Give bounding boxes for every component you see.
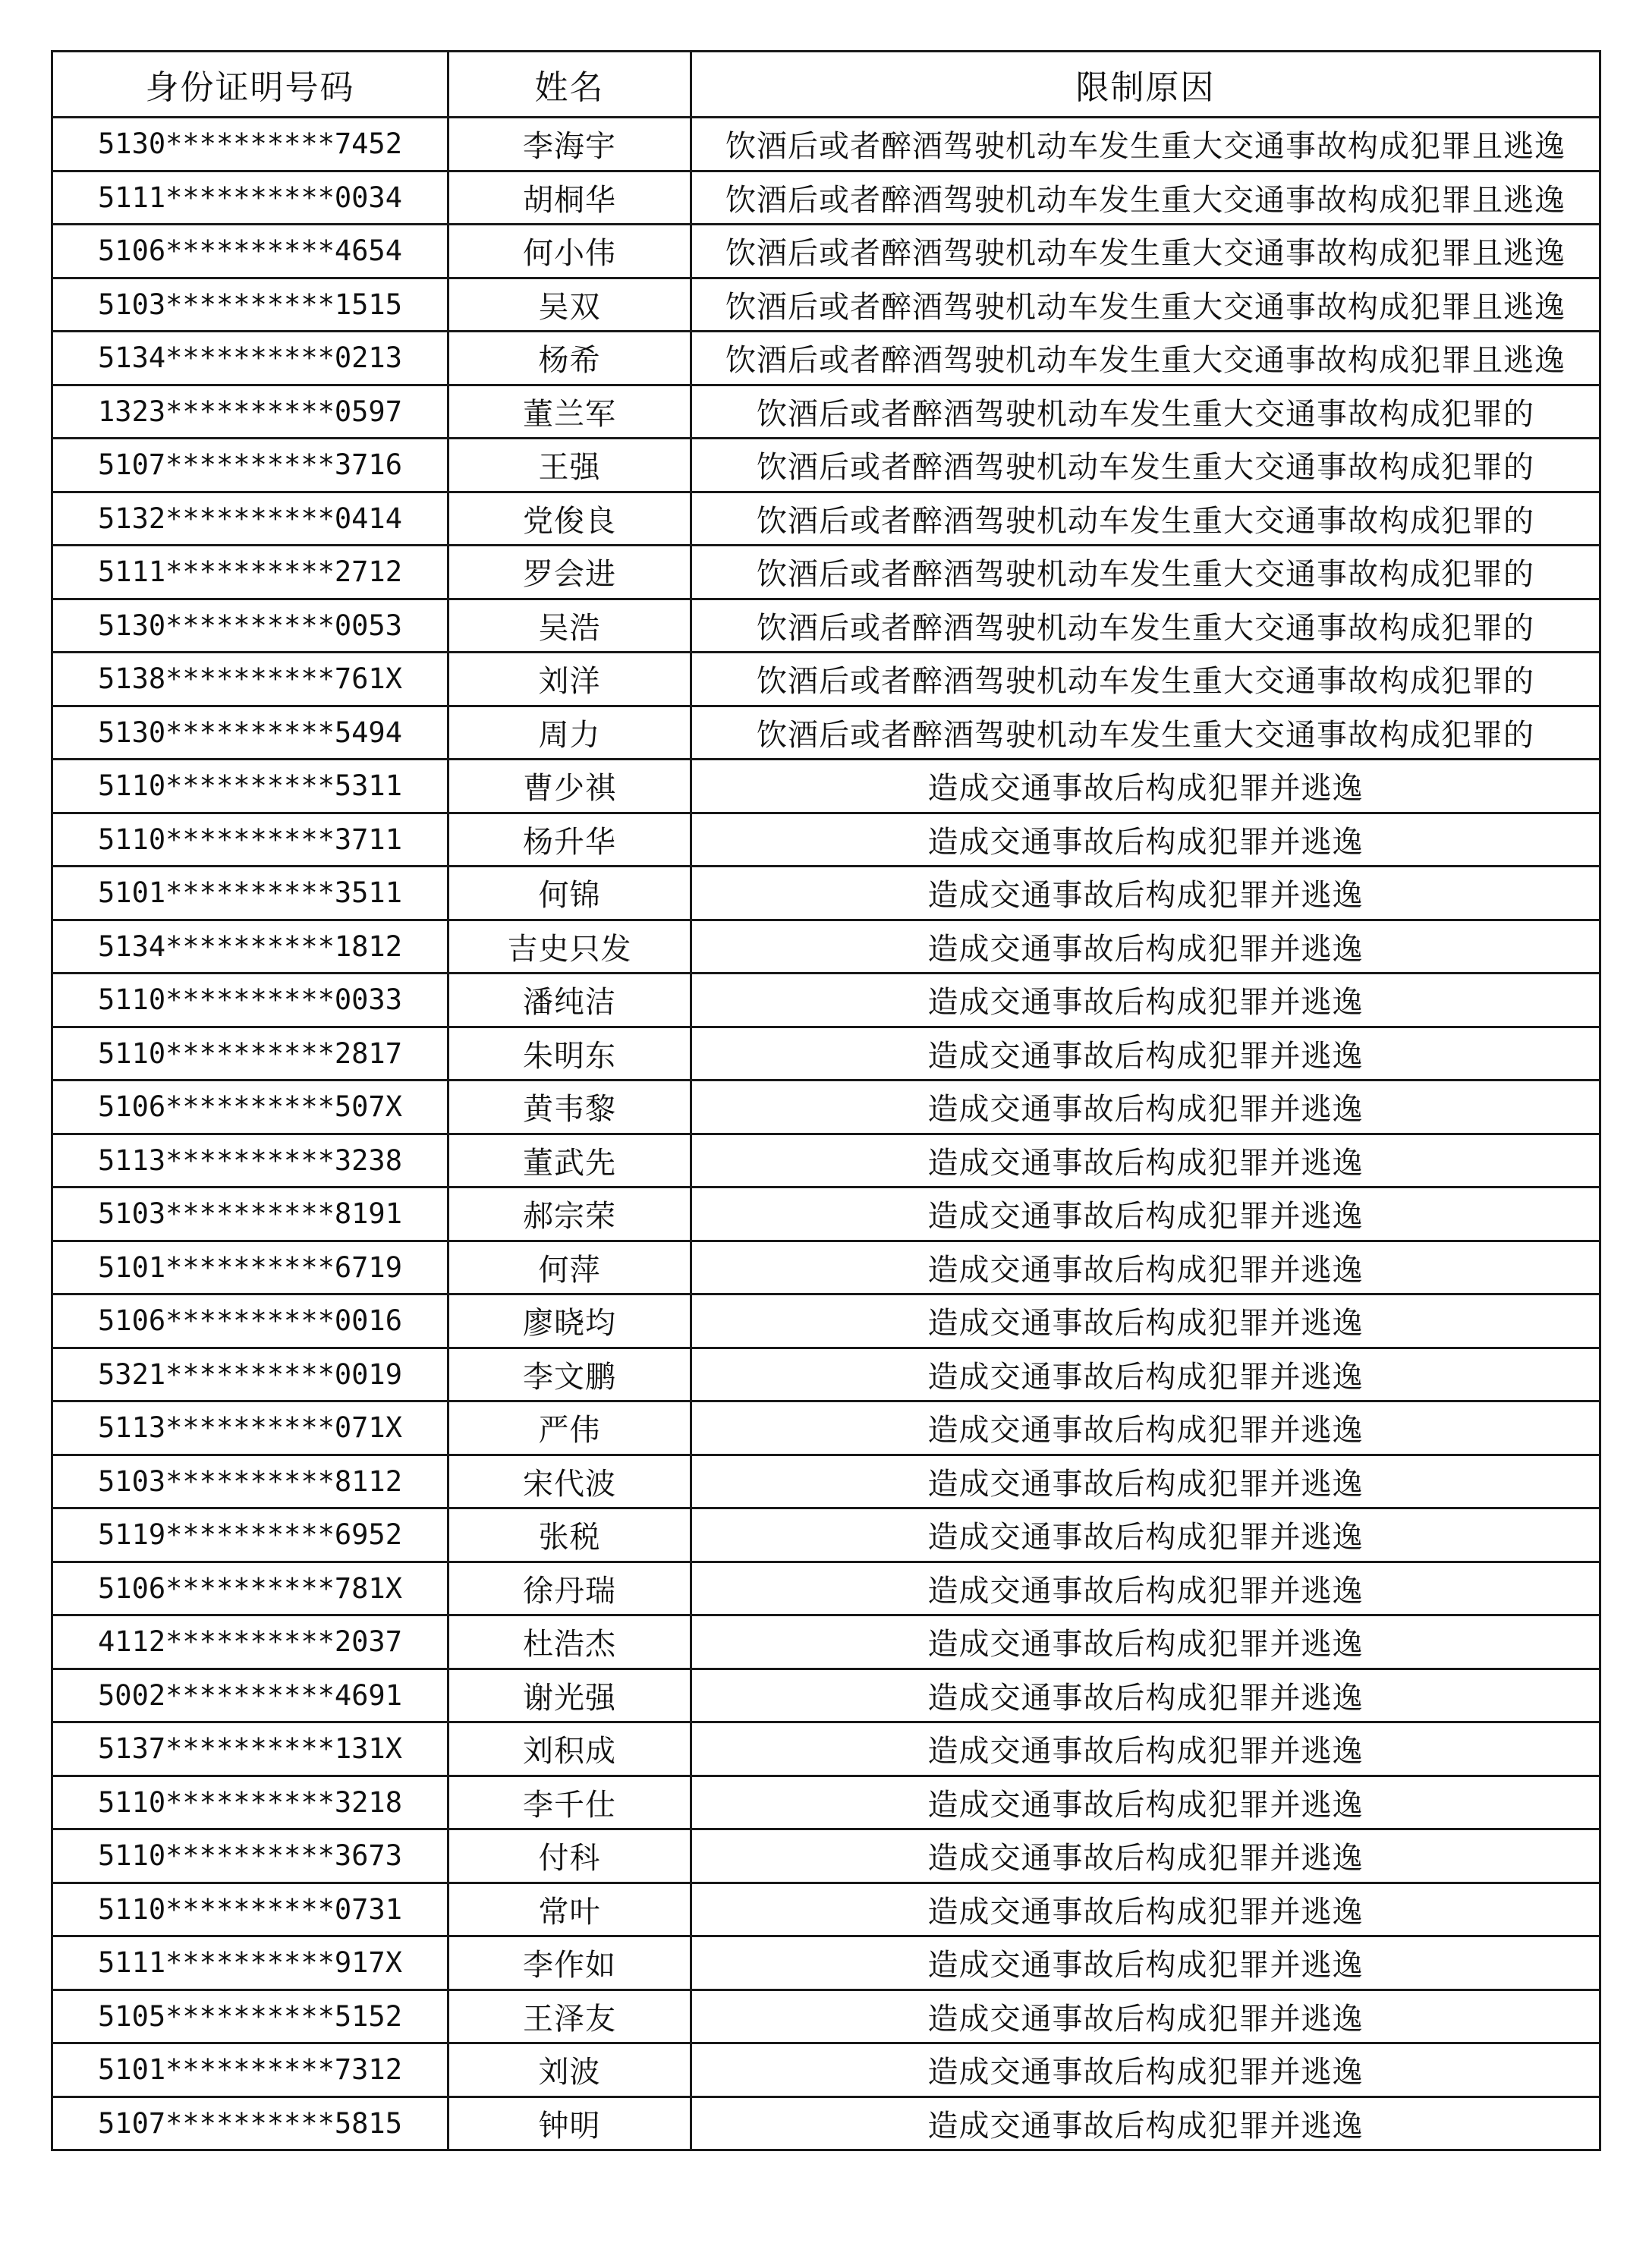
table-row <box>52 492 1600 546</box>
id-number-cell: 5132**********0414 <box>52 492 448 546</box>
reason-cell: 造成交通事故后构成犯罪并逃逸 <box>691 1722 1600 1776</box>
reason-cell: 造成交通事故后构成犯罪并逃逸 <box>691 2043 1600 2097</box>
table-row <box>52 599 1600 653</box>
table-row <box>52 706 1600 760</box>
name-cell: 杨升华 <box>448 813 691 867</box>
table-row <box>52 171 1600 225</box>
id-number-cell: 5101**********7312 <box>52 2043 448 2097</box>
id-number-cell: 5103**********8191 <box>52 1187 448 1241</box>
id-number-cell: 5103**********1515 <box>52 278 448 332</box>
name-cell: 王强 <box>448 439 691 492</box>
id-number-cell: 5110**********2817 <box>52 1027 448 1081</box>
reason-cell: 饮酒后或者醉酒驾驶机动车发生重大交通事故构成犯罪且逃逸 <box>691 225 1600 278</box>
name-cell: 何萍 <box>448 1241 691 1294</box>
reason-cell: 造成交通事故后构成犯罪并逃逸 <box>691 920 1600 974</box>
table-row <box>52 278 1600 332</box>
id-number-cell: 5002**********4691 <box>52 1669 448 1722</box>
reason-cell: 造成交通事故后构成犯罪并逃逸 <box>691 1294 1600 1348</box>
name-cell: 朱明东 <box>448 1027 691 1081</box>
reason-cell: 造成交通事故后构成犯罪并逃逸 <box>691 1348 1600 1401</box>
reason-cell: 造成交通事故后构成犯罪并逃逸 <box>691 974 1600 1027</box>
name-cell: 杨希 <box>448 332 691 385</box>
reason-cell: 造成交通事故后构成犯罪并逃逸 <box>691 813 1600 867</box>
name-cell: 徐丹瑞 <box>448 1562 691 1615</box>
reason-cell: 造成交通事故后构成犯罪并逃逸 <box>691 1241 1600 1294</box>
id-number-cell: 5103**********8112 <box>52 1455 448 1508</box>
name-cell: 吴浩 <box>448 599 691 653</box>
reason-cell: 造成交通事故后构成犯罪并逃逸 <box>691 1562 1600 1615</box>
table-row <box>52 653 1600 706</box>
name-cell: 李海宇 <box>448 118 691 171</box>
reason-cell: 造成交通事故后构成犯罪并逃逸 <box>691 1936 1600 1990</box>
id-number-cell: 5101**********6719 <box>52 1241 448 1294</box>
name-cell: 刘积成 <box>448 1722 691 1776</box>
table-row <box>52 1027 1600 1081</box>
table-row <box>52 1615 1600 1669</box>
reason-cell: 造成交通事故后构成犯罪并逃逸 <box>691 867 1600 920</box>
id-number-cell: 5113**********071X <box>52 1401 448 1455</box>
id-number-cell: 5105**********5152 <box>52 1990 448 2043</box>
id-number-cell: 5321**********0019 <box>52 1348 448 1401</box>
id-number-cell: 1323**********0597 <box>52 385 448 439</box>
name-cell: 吉史只发 <box>448 920 691 974</box>
id-number-cell: 5110**********3673 <box>52 1829 448 1883</box>
id-number-cell: 5134**********1812 <box>52 920 448 974</box>
table-row <box>52 1936 1600 1990</box>
reason-cell: 造成交通事故后构成犯罪并逃逸 <box>691 1401 1600 1455</box>
name-cell: 曹少祺 <box>448 760 691 813</box>
id-number-cell: 5111**********917X <box>52 1936 448 1990</box>
table-row <box>52 439 1600 492</box>
name-cell: 黄韦黎 <box>448 1081 691 1134</box>
reason-cell: 造成交通事故后构成犯罪并逃逸 <box>691 1455 1600 1508</box>
reason-cell: 造成交通事故后构成犯罪并逃逸 <box>691 1134 1600 1187</box>
name-cell: 付科 <box>448 1829 691 1883</box>
table-row <box>52 1990 1600 2043</box>
id-number-cell: 5113**********3238 <box>52 1134 448 1187</box>
table-row <box>52 1562 1600 1615</box>
name-cell: 党俊良 <box>448 492 691 546</box>
name-cell: 刘洋 <box>448 653 691 706</box>
id-number-cell: 5111**********0034 <box>52 171 448 225</box>
id-number-cell: 5107**********3716 <box>52 439 448 492</box>
table-row <box>52 1081 1600 1134</box>
table-row <box>52 920 1600 974</box>
reason-cell: 造成交通事故后构成犯罪并逃逸 <box>691 1187 1600 1241</box>
name-cell: 李文鹏 <box>448 1348 691 1401</box>
table-row <box>52 385 1600 439</box>
name-cell: 王泽友 <box>448 1990 691 2043</box>
name-cell: 宋代波 <box>448 1455 691 1508</box>
table-body <box>52 118 1600 2150</box>
table-row <box>52 1455 1600 1508</box>
name-cell: 胡桐华 <box>448 171 691 225</box>
id-number-cell: 5137**********131X <box>52 1722 448 1776</box>
table-row <box>52 2043 1600 2097</box>
reason-cell: 造成交通事故后构成犯罪并逃逸 <box>691 1829 1600 1883</box>
header-reason: 限制原因 <box>691 52 1600 118</box>
name-cell: 杜浩杰 <box>448 1615 691 1669</box>
reason-cell: 造成交通事故后构成犯罪并逃逸 <box>691 1883 1600 1936</box>
name-cell: 钟明 <box>448 2097 691 2150</box>
id-number-cell: 5110**********0731 <box>52 1883 448 1936</box>
table-row <box>52 1401 1600 1455</box>
reason-cell: 饮酒后或者醉酒驾驶机动车发生重大交通事故构成犯罪的 <box>691 492 1600 546</box>
reason-cell: 饮酒后或者醉酒驾驶机动车发生重大交通事故构成犯罪的 <box>691 546 1600 599</box>
table-row <box>52 1348 1600 1401</box>
name-cell: 谢光强 <box>448 1669 691 1722</box>
table-row <box>52 974 1600 1027</box>
table-header <box>52 52 1600 118</box>
reason-cell: 饮酒后或者醉酒驾驶机动车发生重大交通事故构成犯罪的 <box>691 599 1600 653</box>
reason-cell: 造成交通事故后构成犯罪并逃逸 <box>691 1081 1600 1134</box>
table-row <box>52 1669 1600 1722</box>
id-number-cell: 5106**********507X <box>52 1081 448 1134</box>
restriction-table <box>51 50 1601 2151</box>
reason-cell: 造成交通事故后构成犯罪并逃逸 <box>691 1508 1600 1562</box>
id-number-cell: 5110**********3218 <box>52 1776 448 1829</box>
table-row <box>52 118 1600 171</box>
table-row <box>52 1829 1600 1883</box>
reason-cell: 造成交通事故后构成犯罪并逃逸 <box>691 1027 1600 1081</box>
name-cell: 何小伟 <box>448 225 691 278</box>
reason-cell: 造成交通事故后构成犯罪并逃逸 <box>691 760 1600 813</box>
table-row <box>52 1134 1600 1187</box>
name-cell: 刘波 <box>448 2043 691 2097</box>
reason-cell: 造成交通事故后构成犯罪并逃逸 <box>691 1615 1600 1669</box>
reason-cell: 饮酒后或者醉酒驾驶机动车发生重大交通事故构成犯罪且逃逸 <box>691 278 1600 332</box>
reason-cell: 造成交通事故后构成犯罪并逃逸 <box>691 1776 1600 1829</box>
reason-cell: 饮酒后或者醉酒驾驶机动车发生重大交通事故构成犯罪的 <box>691 706 1600 760</box>
reason-cell: 造成交通事故后构成犯罪并逃逸 <box>691 1669 1600 1722</box>
name-cell: 董武先 <box>448 1134 691 1187</box>
reason-cell: 饮酒后或者醉酒驾驶机动车发生重大交通事故构成犯罪且逃逸 <box>691 118 1600 171</box>
reason-cell: 造成交通事故后构成犯罪并逃逸 <box>691 1990 1600 2043</box>
table-row <box>52 1722 1600 1776</box>
reason-cell: 饮酒后或者醉酒驾驶机动车发生重大交通事故构成犯罪且逃逸 <box>691 332 1600 385</box>
table-row <box>52 2097 1600 2150</box>
table-row <box>52 760 1600 813</box>
name-cell: 张税 <box>448 1508 691 1562</box>
name-cell: 郝宗荣 <box>448 1187 691 1241</box>
table-row <box>52 1883 1600 1936</box>
table-row <box>52 332 1600 385</box>
id-number-cell: 5101**********3511 <box>52 867 448 920</box>
id-number-cell: 5130**********0053 <box>52 599 448 653</box>
id-number-cell: 5110**********3711 <box>52 813 448 867</box>
id-number-cell: 4112**********2037 <box>52 1615 448 1669</box>
id-number-cell: 5110**********0033 <box>52 974 448 1027</box>
name-cell: 董兰军 <box>448 385 691 439</box>
name-cell: 何锦 <box>448 867 691 920</box>
id-number-cell: 5138**********761X <box>52 653 448 706</box>
name-cell: 罗会进 <box>448 546 691 599</box>
name-cell: 李作如 <box>448 1936 691 1990</box>
name-cell: 廖晓均 <box>448 1294 691 1348</box>
table-row <box>52 1294 1600 1348</box>
name-cell: 常叶 <box>448 1883 691 1936</box>
reason-cell: 造成交通事故后构成犯罪并逃逸 <box>691 2097 1600 2150</box>
id-number-cell: 5106**********0016 <box>52 1294 448 1348</box>
table-row <box>52 546 1600 599</box>
table-row <box>52 225 1600 278</box>
reason-cell: 饮酒后或者醉酒驾驶机动车发生重大交通事故构成犯罪且逃逸 <box>691 171 1600 225</box>
id-number-cell: 5106**********781X <box>52 1562 448 1615</box>
id-number-cell: 5106**********4654 <box>52 225 448 278</box>
name-cell: 李千仕 <box>448 1776 691 1829</box>
table-row <box>52 1776 1600 1829</box>
table-row <box>52 813 1600 867</box>
id-number-cell: 5111**********2712 <box>52 546 448 599</box>
table-row <box>52 867 1600 920</box>
name-cell: 周力 <box>448 706 691 760</box>
header-row <box>52 52 1600 118</box>
name-cell: 严伟 <box>448 1401 691 1455</box>
id-number-cell: 5130**********7452 <box>52 118 448 171</box>
id-number-cell: 5107**********5815 <box>52 2097 448 2150</box>
reason-cell: 饮酒后或者醉酒驾驶机动车发生重大交通事故构成犯罪的 <box>691 439 1600 492</box>
id-number-cell: 5110**********5311 <box>52 760 448 813</box>
table-row <box>52 1241 1600 1294</box>
reason-cell: 饮酒后或者醉酒驾驶机动车发生重大交通事故构成犯罪的 <box>691 385 1600 439</box>
id-number-cell: 5130**********5494 <box>52 706 448 760</box>
reason-cell: 饮酒后或者醉酒驾驶机动车发生重大交通事故构成犯罪的 <box>691 653 1600 706</box>
id-number-cell: 5119**********6952 <box>52 1508 448 1562</box>
name-cell: 吴双 <box>448 278 691 332</box>
table-row <box>52 1187 1600 1241</box>
table-row <box>52 1508 1600 1562</box>
id-number-cell: 5134**********0213 <box>52 332 448 385</box>
header-name: 姓名 <box>448 52 691 118</box>
header-id-number: 身份证明号码 <box>52 52 448 118</box>
name-cell: 潘纯洁 <box>448 974 691 1027</box>
